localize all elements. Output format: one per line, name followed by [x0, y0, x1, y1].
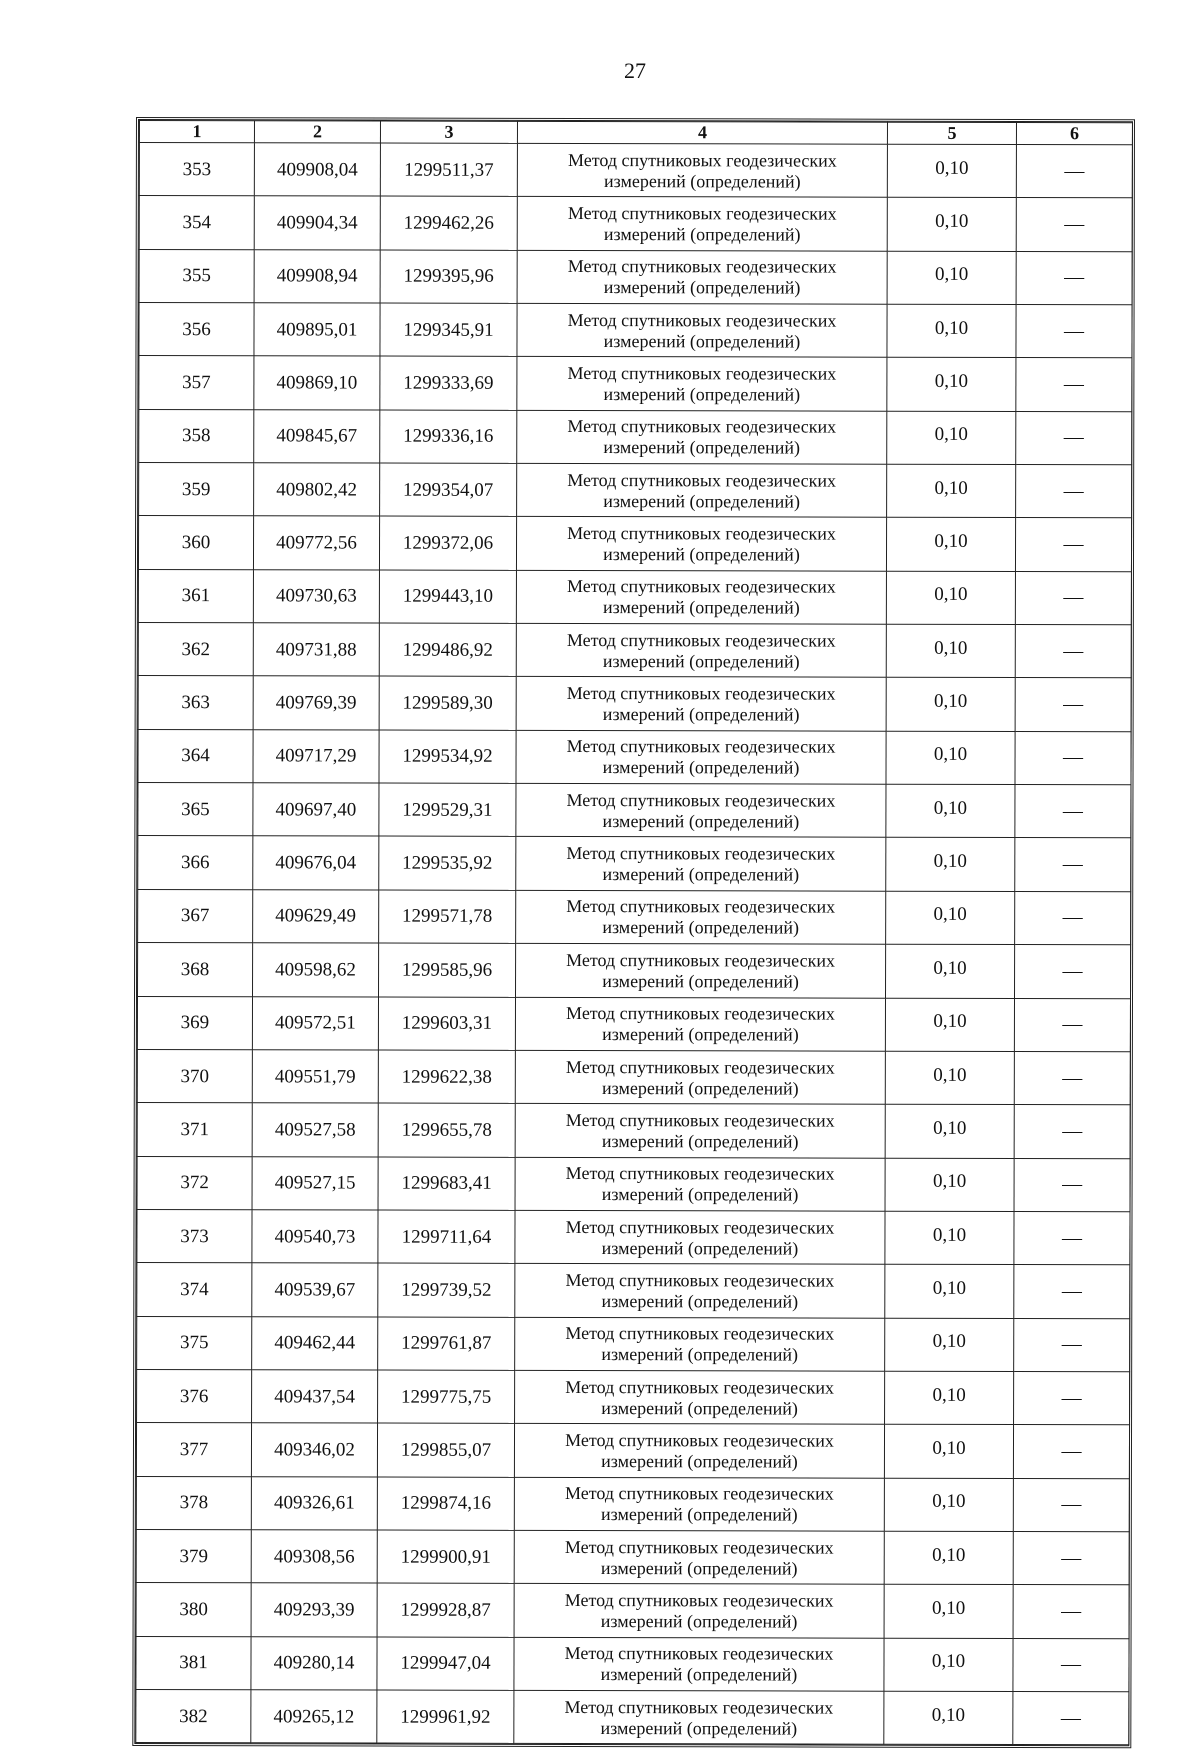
coord-x-cell: 409772,56	[253, 516, 379, 570]
method-line-2: измерений (определений)	[601, 1077, 799, 1099]
method-line-1: Метод спутниковых геодезических	[564, 1589, 834, 1611]
method-cell	[514, 1690, 884, 1744]
point-number-cell: 375	[137, 1316, 252, 1370]
note-cell: —	[1016, 144, 1132, 198]
method-line-1: Метод спутниковых геодезических	[565, 1269, 835, 1291]
coord-y-cell: 1299511,37	[380, 143, 517, 197]
accuracy-cell: 0,10	[887, 358, 1016, 412]
accuracy-cell: 0,10	[884, 1584, 1013, 1638]
note-cell: —	[1014, 1158, 1130, 1212]
coord-x-cell: 409326,61	[251, 1476, 377, 1530]
method-cell	[517, 250, 887, 304]
table-row	[138, 569, 1131, 625]
table-row	[139, 463, 1132, 519]
method-line-1: Метод спутниковых геодезических	[567, 523, 836, 544]
coord-x-cell: 409769,39	[253, 676, 379, 730]
note-cell: —	[1013, 1691, 1129, 1745]
method-cell	[515, 1264, 885, 1318]
coord-x-cell: 409629,49	[253, 890, 379, 944]
method-line-1: Метод спутниковых геодезических	[567, 149, 837, 171]
page-number: 27	[624, 58, 646, 83]
table-row	[137, 1209, 1130, 1265]
coord-y-cell: 1299589,30	[379, 676, 516, 730]
point-number-cell: 363	[138, 676, 253, 730]
table-row	[138, 836, 1131, 892]
note-cell: —	[1016, 358, 1132, 412]
coord-x-cell: 409904,34	[254, 196, 380, 250]
coord-x-cell: 409280,14	[251, 1636, 377, 1690]
accuracy-cell: 0,10	[886, 891, 1015, 945]
method-line-2: измерений (определений)	[600, 1504, 798, 1525]
point-number-cell: 366	[138, 836, 253, 890]
method-line-2: измерений (определений)	[602, 1024, 799, 1045]
coord-y-cell: 1299372,06	[379, 516, 516, 570]
method-line-1: Метод спутниковых геодезических	[567, 202, 837, 224]
note-cell: —	[1015, 625, 1131, 679]
point-number-cell: 381	[136, 1636, 251, 1690]
method-cell	[516, 890, 886, 944]
method-cell	[516, 517, 886, 571]
method-line-1: Метод спутниковых геодезических	[564, 1643, 834, 1664]
method-line-1: Метод спутниковых геодезических	[564, 1536, 834, 1558]
table-row	[138, 623, 1131, 679]
method-line-2: измерений (определений)	[602, 650, 800, 672]
method-line-2: измерений (определений)	[603, 384, 801, 405]
method-cell	[516, 730, 886, 784]
method-line-1: Метод спутниковых геодезических	[567, 416, 837, 437]
accuracy-cell: 0,10	[885, 1371, 1014, 1425]
coord-x-cell: 409265,12	[251, 1690, 377, 1744]
point-number-cell: 358	[139, 409, 254, 463]
method-cell	[517, 303, 887, 357]
table-row	[137, 1049, 1130, 1105]
table-row	[139, 356, 1132, 412]
header-col-1: 1	[139, 121, 254, 143]
accuracy-cell: 0,10	[886, 678, 1015, 732]
table-row	[136, 1636, 1129, 1692]
method-line-2: измерений (определений)	[603, 544, 800, 565]
method-cell	[515, 1370, 885, 1424]
coord-x-cell: 409908,94	[254, 249, 380, 303]
coord-x-cell: 409676,04	[253, 836, 379, 890]
method-line-1: Метод спутниковых геодезических	[567, 363, 837, 384]
note-cell: —	[1016, 465, 1132, 519]
header-col-5: 5	[887, 122, 1016, 144]
accuracy-cell: 0,10	[886, 731, 1015, 785]
coord-x-cell: 409598,62	[253, 943, 379, 997]
table-row	[139, 409, 1132, 465]
coord-x-cell: 409908,04	[254, 143, 380, 197]
coord-x-cell: 409527,15	[252, 1156, 378, 1210]
method-line-2: измерений (определений)	[603, 224, 801, 245]
method-cell	[516, 623, 886, 677]
coord-y-cell: 1299535,92	[379, 837, 516, 891]
note-cell: —	[1013, 1585, 1129, 1639]
method-cell	[516, 783, 886, 837]
note-cell: —	[1014, 1211, 1130, 1265]
table-row	[137, 1103, 1130, 1159]
note-cell: —	[1015, 571, 1131, 625]
method-line-1: Метод спутниковых геодезических	[567, 309, 837, 331]
method-line-2: измерений (определений)	[603, 277, 801, 298]
point-number-cell: 370	[137, 1049, 252, 1103]
accuracy-cell: 0,10	[886, 624, 1015, 678]
method-line-1: Метод спутниковых геодезических	[566, 1003, 835, 1024]
table-row	[136, 1529, 1129, 1585]
accuracy-cell: 0,10	[885, 1104, 1014, 1158]
method-line-2: измерений (определений)	[600, 1557, 798, 1579]
method-cell	[514, 1637, 884, 1691]
accuracy-cell: 0,10	[886, 944, 1015, 998]
coord-x-cell: 409730,63	[253, 570, 379, 624]
coord-y-cell: 1299683,41	[378, 1157, 515, 1211]
note-cell: —	[1014, 1265, 1130, 1319]
coord-y-cell: 1299395,96	[380, 250, 517, 304]
point-number-cell: 362	[138, 623, 253, 677]
coord-y-cell: 1299900,91	[377, 1530, 514, 1584]
method-line-2: измерений (определений)	[601, 1344, 799, 1365]
method-line-2: измерений (определений)	[601, 1184, 799, 1205]
point-number-cell: 382	[136, 1689, 251, 1743]
table-row	[136, 1423, 1129, 1479]
point-number-cell: 361	[138, 569, 253, 623]
point-number-cell: 369	[137, 996, 252, 1050]
method-line-1: Метод спутниковых геодезических	[565, 1429, 834, 1451]
point-number-cell: 365	[138, 783, 253, 837]
method-cell	[516, 837, 886, 891]
method-line-2: измерений (определений)	[600, 1664, 798, 1685]
coord-x-cell: 409540,73	[252, 1210, 378, 1264]
method-line-2: измерений (определений)	[603, 437, 801, 458]
method-line-2: измерений (определений)	[602, 810, 800, 832]
coord-x-cell: 409572,51	[252, 996, 378, 1050]
method-line-2: измерений (определений)	[600, 1717, 798, 1739]
note-cell: —	[1015, 678, 1131, 732]
coord-y-cell: 1299739,52	[378, 1263, 515, 1317]
method-line-2: измерений (определений)	[603, 490, 800, 512]
note-cell: —	[1014, 1051, 1130, 1105]
coord-x-cell: 409697,40	[253, 783, 379, 837]
method-line-1: Метод спутниковых геодезических	[566, 683, 836, 704]
coord-y-cell: 1299622,38	[378, 1050, 515, 1104]
method-cell	[517, 197, 887, 251]
point-number-cell: 379	[136, 1529, 251, 1583]
coord-y-cell: 1299534,92	[379, 730, 516, 784]
note-cell: —	[1013, 1478, 1129, 1532]
method-cell	[515, 1317, 885, 1371]
accuracy-cell: 0,10	[886, 571, 1015, 625]
method-line-2: измерений (определений)	[602, 704, 800, 725]
method-line-2: измерений (определений)	[601, 1130, 799, 1152]
method-cell	[517, 410, 887, 464]
point-number-cell: 360	[138, 516, 253, 570]
method-line-2: измерений (определений)	[603, 597, 800, 618]
table-row	[137, 1369, 1130, 1425]
table-row	[138, 676, 1131, 732]
table-row	[136, 1476, 1129, 1532]
method-cell	[514, 1530, 884, 1584]
method-cell	[517, 357, 887, 411]
method-line-2: измерений (определений)	[600, 1611, 798, 1632]
method-line-2: измерений (определений)	[602, 917, 800, 938]
coord-y-cell: 1299928,87	[377, 1583, 514, 1637]
header-col-6: 6	[1016, 122, 1132, 144]
method-line-1: Метод спутниковых геодезических	[566, 629, 836, 651]
accuracy-cell: 0,10	[885, 1051, 1014, 1105]
method-cell	[517, 463, 887, 517]
table-row	[138, 729, 1131, 785]
coord-y-cell: 1299775,75	[378, 1370, 515, 1424]
accuracy-cell: 0,10	[884, 1638, 1013, 1692]
method-line-2: измерений (определений)	[601, 1397, 798, 1419]
method-line-1: Метод спутниковых геодезических	[567, 469, 837, 491]
method-cell	[514, 1584, 884, 1638]
coord-y-cell: 1299354,07	[380, 463, 517, 517]
accuracy-cell: 0,10	[887, 198, 1016, 252]
note-cell: —	[1016, 411, 1132, 465]
note-cell: —	[1013, 1425, 1129, 1479]
point-number-cell: 368	[138, 943, 253, 997]
table-row	[139, 196, 1132, 252]
coord-x-cell: 409293,39	[251, 1583, 377, 1637]
point-number-cell: 356	[139, 303, 254, 357]
method-cell	[515, 1104, 885, 1158]
method-line-1: Метод спутниковых геодезических	[566, 736, 836, 758]
table-row	[138, 943, 1131, 999]
coord-y-cell: 1299443,10	[379, 570, 516, 624]
coord-x-cell: 409308,56	[251, 1530, 377, 1584]
table-row	[139, 249, 1132, 305]
coord-y-cell: 1299855,07	[377, 1423, 514, 1477]
accuracy-cell: 0,10	[886, 784, 1015, 838]
method-line-1: Метод спутниковых геодезических	[565, 1163, 835, 1184]
coord-y-cell: 1299462,26	[380, 196, 517, 250]
coordinates-table	[135, 120, 1133, 1746]
note-cell: —	[1016, 198, 1132, 252]
accuracy-cell: 0,10	[887, 304, 1016, 358]
point-number-cell: 359	[139, 463, 254, 517]
table-row	[139, 143, 1132, 199]
point-number-cell: 378	[136, 1476, 251, 1530]
table-row	[136, 1583, 1129, 1639]
table-row	[136, 1689, 1129, 1745]
header-col-2: 2	[254, 121, 380, 143]
method-line-1: Метод спутниковых геодезических	[566, 896, 836, 918]
coord-y-cell: 1299333,69	[380, 356, 517, 410]
point-number-cell: 377	[136, 1423, 251, 1477]
accuracy-cell: 0,10	[884, 1478, 1013, 1532]
coord-x-cell: 409346,02	[251, 1423, 377, 1477]
accuracy-cell: 0,10	[885, 1318, 1014, 1372]
coordinates-table-frame	[132, 117, 1135, 1749]
coord-x-cell: 409539,67	[252, 1263, 378, 1317]
coord-y-cell: 1299961,92	[377, 1690, 514, 1744]
table-row	[138, 889, 1131, 945]
method-line-2: измерений (определений)	[601, 1237, 799, 1259]
method-line-1: Метод спутниковых геодезических	[567, 576, 836, 598]
header-row	[139, 121, 1132, 145]
method-cell	[514, 1477, 884, 1531]
method-cell	[515, 1050, 885, 1104]
point-number-cell: 353	[139, 143, 254, 197]
method-line-1: Метод спутниковых геодезических	[567, 256, 837, 277]
note-cell: —	[1015, 838, 1131, 892]
method-line-2: измерений (определений)	[602, 864, 800, 885]
table-row	[137, 1263, 1130, 1319]
point-number-cell: 374	[137, 1263, 252, 1317]
coord-x-cell: 409527,58	[252, 1103, 378, 1157]
accuracy-cell: 0,10	[887, 251, 1016, 305]
coord-y-cell: 1299529,31	[379, 783, 516, 837]
method-cell	[515, 1210, 885, 1264]
point-number-cell: 357	[139, 356, 254, 410]
method-cell	[515, 1157, 885, 1211]
point-number-cell: 373	[137, 1209, 252, 1263]
coord-y-cell: 1299947,04	[377, 1637, 514, 1691]
method-cell	[516, 944, 886, 998]
note-cell: —	[1014, 998, 1130, 1052]
method-line-2: измерений (определений)	[601, 1450, 798, 1472]
accuracy-cell: 0,10	[885, 998, 1014, 1052]
note-cell: —	[1014, 1105, 1130, 1159]
coord-y-cell: 1299486,92	[379, 623, 516, 677]
note-cell: —	[1015, 891, 1131, 945]
method-line-1: Метод спутниковых геодезических	[566, 949, 836, 971]
accuracy-cell: 0,10	[885, 1264, 1014, 1318]
note-cell: —	[1013, 1638, 1129, 1692]
note-cell: —	[1015, 731, 1131, 785]
coord-x-cell: 409895,01	[254, 303, 380, 357]
coord-y-cell: 1299336,16	[380, 410, 517, 464]
coord-y-cell: 1299711,64	[378, 1210, 515, 1264]
coord-y-cell: 1299571,78	[379, 890, 516, 944]
header-col-4: 4	[517, 121, 887, 144]
coord-y-cell: 1299585,96	[379, 943, 516, 997]
method-line-1: Метод спутниковых геодезических	[564, 1696, 834, 1718]
accuracy-cell: 0,10	[885, 1211, 1014, 1265]
point-number-cell: 372	[137, 1156, 252, 1210]
table-row	[138, 783, 1131, 839]
method-line-1: Метод спутниковых геодезических	[566, 843, 836, 864]
table-row	[137, 1156, 1130, 1212]
method-line-2: измерений (определений)	[603, 330, 801, 352]
coord-x-cell: 409437,54	[252, 1370, 378, 1424]
method-line-2: измерений (определений)	[601, 1290, 799, 1312]
note-cell: —	[1015, 518, 1131, 572]
point-number-cell: 355	[139, 249, 254, 303]
note-cell: —	[1013, 1531, 1129, 1585]
point-number-cell: 367	[138, 889, 253, 943]
method-cell	[514, 1424, 884, 1478]
accuracy-cell: 0,10	[886, 518, 1015, 572]
accuracy-cell: 0,10	[884, 1691, 1013, 1745]
method-cell	[516, 570, 886, 624]
coord-x-cell: 409462,44	[252, 1316, 378, 1370]
note-cell: —	[1015, 945, 1131, 999]
coord-x-cell: 409845,67	[254, 409, 380, 463]
point-number-cell: 354	[139, 196, 254, 250]
accuracy-cell: 0,10	[884, 1531, 1013, 1585]
method-line-1: Метод спутниковых геодезических	[566, 789, 836, 811]
method-line-1: Метод спутниковых геодезических	[564, 1483, 834, 1504]
point-number-cell: 364	[138, 729, 253, 783]
coord-x-cell: 409802,42	[254, 463, 380, 517]
note-cell: —	[1015, 785, 1131, 839]
accuracy-cell: 0,10	[887, 411, 1016, 465]
coord-y-cell: 1299345,91	[380, 303, 517, 357]
accuracy-cell: 0,10	[887, 144, 1016, 198]
table-row	[137, 1316, 1130, 1372]
method-line-2: измерений (определений)	[602, 757, 800, 778]
method-line-1: Метод спутниковых геодезических	[565, 1216, 835, 1238]
table-row	[137, 996, 1130, 1052]
method-line-2: измерений (определений)	[604, 170, 801, 192]
accuracy-cell: 0,10	[887, 464, 1016, 518]
accuracy-cell: 0,10	[885, 1158, 1014, 1212]
method-cell	[516, 677, 886, 731]
table-body	[136, 143, 1133, 1746]
note-cell: —	[1016, 305, 1132, 359]
coord-y-cell: 1299603,31	[378, 997, 515, 1051]
coord-y-cell: 1299874,16	[377, 1477, 514, 1531]
table-row	[138, 516, 1131, 572]
method-line-1: Метод спутниковых геодезических	[565, 1323, 835, 1344]
coord-x-cell: 409731,88	[253, 623, 379, 677]
accuracy-cell: 0,10	[884, 1424, 1013, 1478]
coord-y-cell: 1299655,78	[378, 1103, 515, 1157]
accuracy-cell: 0,10	[886, 838, 1015, 892]
coord-y-cell: 1299761,87	[378, 1317, 515, 1371]
point-number-cell: 380	[136, 1583, 251, 1637]
header-col-3: 3	[380, 121, 517, 143]
method-line-1: Метод спутниковых геодезических	[565, 1056, 835, 1078]
point-number-cell: 376	[137, 1369, 252, 1423]
method-cell	[517, 143, 887, 197]
method-line-1: Метод спутниковых геодезических	[565, 1109, 835, 1131]
method-line-1: Метод спутниковых геодезических	[565, 1376, 835, 1398]
note-cell: —	[1014, 1318, 1130, 1372]
method-line-2: измерений (определений)	[602, 970, 799, 992]
coord-x-cell: 409551,79	[252, 1050, 378, 1104]
table-row	[139, 303, 1132, 359]
point-number-cell: 371	[137, 1103, 252, 1157]
note-cell: —	[1016, 251, 1132, 305]
coord-x-cell: 409717,29	[253, 730, 379, 784]
method-cell	[515, 997, 885, 1051]
coord-x-cell: 409869,10	[254, 356, 380, 410]
note-cell: —	[1014, 1371, 1130, 1425]
